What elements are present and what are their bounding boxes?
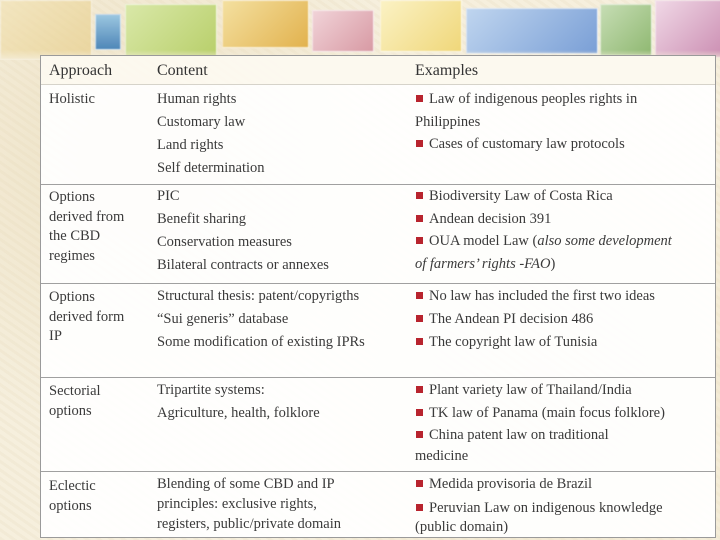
content-line: Bilateral contracts or annexes <box>157 257 329 273</box>
example-item <box>415 424 713 447</box>
content-cell <box>157 474 413 534</box>
banner-tile <box>222 0 309 48</box>
example-text: Plant variety law of Thailand/India <box>429 382 632 398</box>
banner-tile <box>600 4 652 56</box>
banner-tile <box>312 10 374 52</box>
approach-cell <box>49 477 153 516</box>
example-item <box>415 331 713 354</box>
content-line: Tripartite systems: <box>157 382 265 398</box>
approach-text: Options <box>49 289 95 305</box>
content-cell <box>157 88 413 180</box>
approach-text: regimes <box>49 247 95 264</box>
approach-cell <box>49 288 153 347</box>
square-bullet-icon <box>416 338 423 345</box>
approach-text: options <box>49 402 92 419</box>
square-bullet-icon <box>416 237 423 244</box>
banner-tile <box>95 14 121 50</box>
approaches-table <box>40 55 716 538</box>
example-text: (public domain) <box>415 518 509 535</box>
header-approach: Approach <box>49 62 113 79</box>
example-text: Biodiversity Law of Costa Rica <box>429 188 613 204</box>
example-item <box>415 402 713 425</box>
content-line: PIC <box>157 188 180 204</box>
approach-text: Sectorial <box>49 383 101 399</box>
content-line: Some modification of existing IPRs <box>157 334 365 350</box>
example-text: ) <box>550 255 556 272</box>
example-text: China patent law on traditional <box>429 427 609 443</box>
example-item <box>415 473 713 496</box>
content-line: registers, public/private domain <box>157 516 342 532</box>
content-line: Human rights <box>157 91 237 107</box>
content-line: Benefit sharing <box>157 211 246 227</box>
header-examples: Examples <box>415 62 479 79</box>
example-text: Philippines <box>415 113 481 130</box>
content-line: Self determination <box>157 160 265 176</box>
example-text-italic: also some development <box>537 233 672 249</box>
square-bullet-icon <box>416 431 423 438</box>
approach-cell <box>49 90 153 110</box>
examples-cell <box>415 88 713 156</box>
example-item <box>415 498 713 518</box>
example-text: Law of indigenous peoples rights in <box>429 91 638 107</box>
examples-cell <box>415 185 713 275</box>
square-bullet-icon <box>416 140 423 147</box>
examples-cell <box>415 473 713 536</box>
table-row <box>41 472 715 537</box>
content-line: Agriculture, health, folklore <box>157 405 320 421</box>
examples-cell <box>415 379 713 465</box>
example-item <box>415 88 713 111</box>
square-bullet-icon <box>416 215 423 222</box>
table-row <box>41 284 715 378</box>
table-row <box>41 85 715 185</box>
content-cell <box>157 285 413 354</box>
example-item <box>415 230 713 253</box>
content-cell <box>157 185 413 277</box>
square-bullet-icon <box>416 95 423 102</box>
approach-text: the CBD <box>49 228 101 244</box>
example-item <box>415 308 713 331</box>
banner-tile <box>380 0 462 52</box>
approach-text: IP <box>49 328 62 344</box>
example-text-italic: of farmers’ rights -FAO <box>415 255 551 272</box>
approach-cell <box>49 382 153 421</box>
example-item <box>415 285 713 308</box>
approach-cell <box>49 188 153 266</box>
decorative-banner <box>0 0 720 60</box>
approach-text: derived from <box>49 208 125 225</box>
example-text: Medida provisoria de Brazil <box>429 476 593 492</box>
content-line: Blending of some CBD and IP <box>157 476 335 492</box>
content-line: principles: exclusive rights, <box>157 496 317 512</box>
square-bullet-icon <box>416 386 423 393</box>
examples-cell <box>415 285 713 354</box>
example-text: No law has included the first two ideas <box>429 288 655 304</box>
content-line: Structural thesis: patent/copyrigths <box>157 288 360 304</box>
square-bullet-icon <box>416 315 423 322</box>
square-bullet-icon <box>416 292 423 299</box>
table-row <box>41 185 715 284</box>
approach-text: Eclectic <box>49 478 96 494</box>
content-line: Land rights <box>157 137 224 153</box>
table-row <box>41 378 715 472</box>
content-line: “Sui generis” database <box>157 311 289 327</box>
table-header-row <box>41 56 715 85</box>
example-item <box>415 208 713 231</box>
header-content: Content <box>157 62 208 79</box>
example-item <box>415 133 713 156</box>
example-text: Peruvian Law on indigenous knowledge <box>429 499 663 516</box>
example-text: medicine <box>415 447 469 464</box>
square-bullet-icon <box>416 192 423 199</box>
content-line: Conservation measures <box>157 234 292 250</box>
example-text: OUA model Law ( <box>429 233 538 249</box>
approach-text: options <box>49 497 92 514</box>
example-text: The Andean PI decision 486 <box>429 311 594 327</box>
example-text: The copyright law of Tunisia <box>429 334 598 350</box>
square-bullet-icon <box>416 504 423 511</box>
square-bullet-icon <box>416 409 423 416</box>
square-bullet-icon <box>416 480 423 487</box>
approach-text: Options <box>49 189 95 205</box>
example-item <box>415 253 713 276</box>
content-cell <box>157 379 413 425</box>
approach-text: Holistic <box>49 91 95 107</box>
example-text: TK law of Panama (main focus folklore) <box>429 404 665 421</box>
example-item <box>415 379 713 402</box>
example-text: Cases of customary law protocols <box>429 136 625 152</box>
banner-tile <box>466 8 598 54</box>
example-item <box>415 185 713 208</box>
example-text: Andean decision 391 <box>429 210 552 227</box>
content-line: Customary law <box>157 114 246 130</box>
approach-text: derived form <box>49 308 125 325</box>
